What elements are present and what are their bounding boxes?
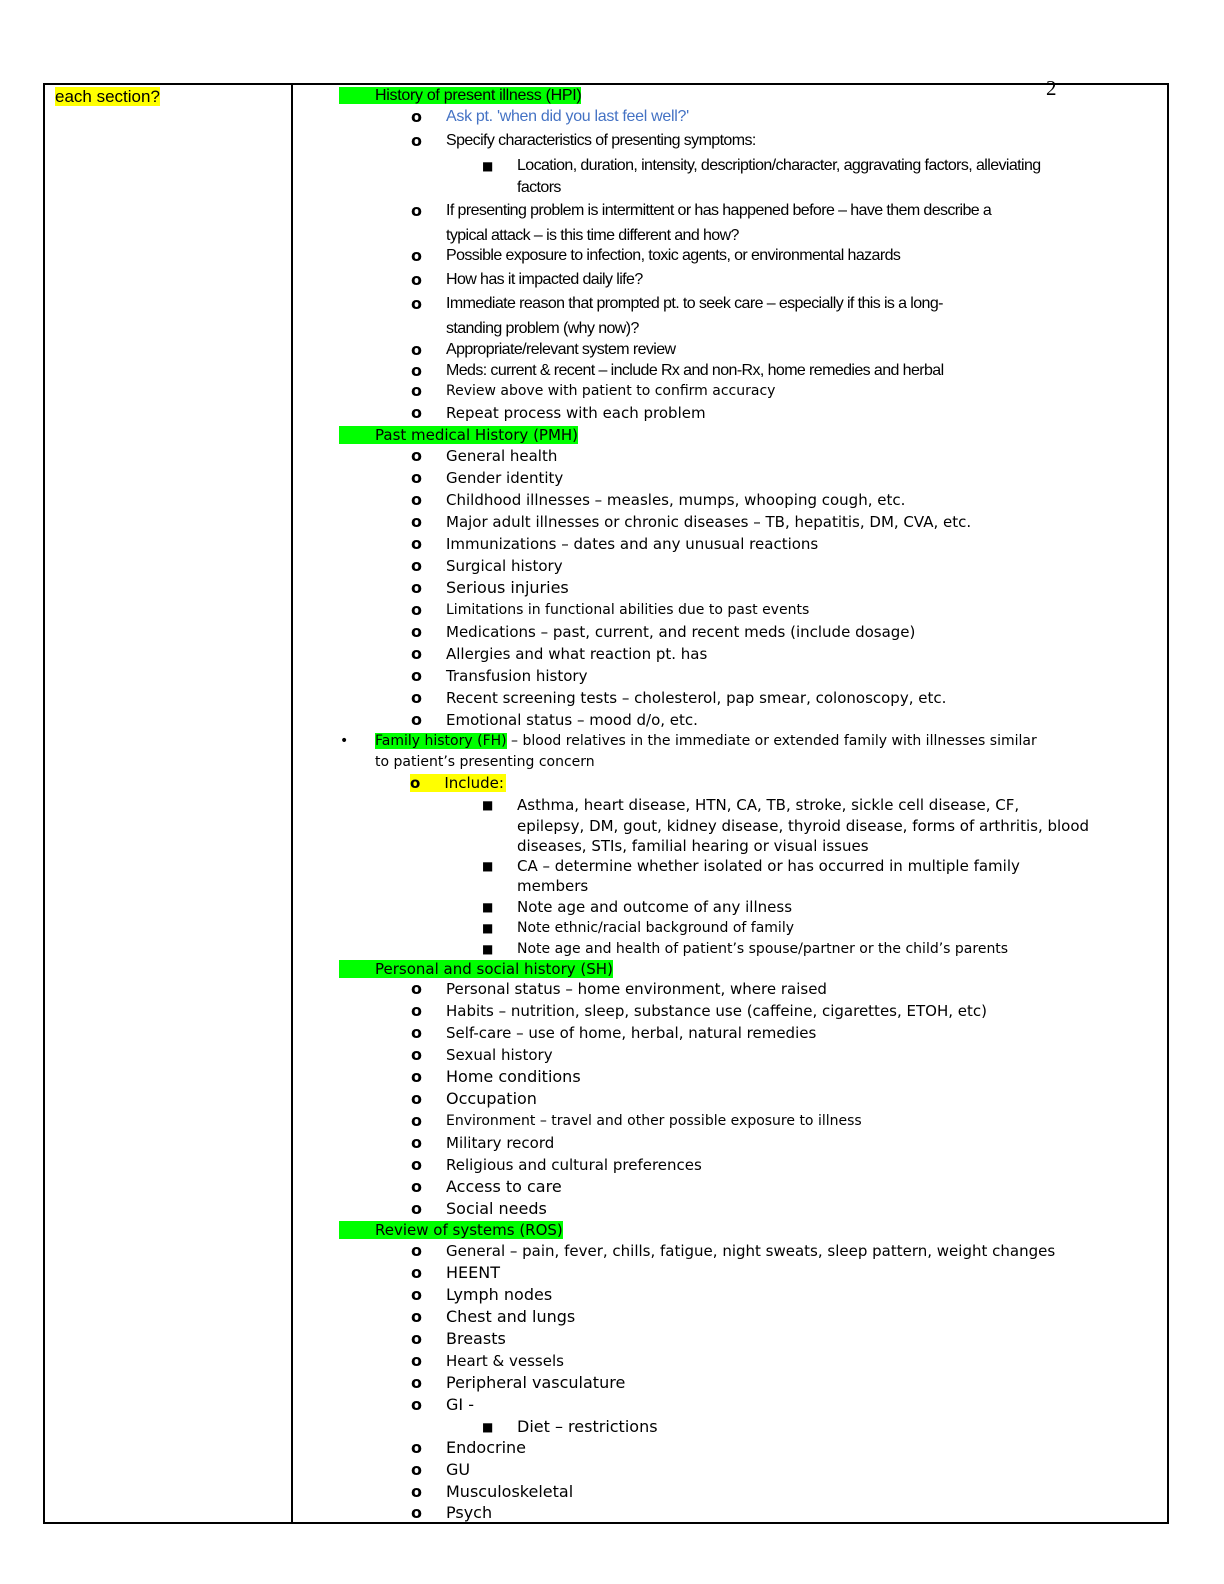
square-bullet-icon: ■ bbox=[482, 900, 494, 914]
list-item: Serious injuries bbox=[446, 578, 569, 597]
list-item: Location, duration, intensity, description/character, aggravating factors, alleviating bbox=[517, 157, 1041, 174]
o-bullet-icon: o bbox=[411, 381, 422, 400]
list-item: Surgical history bbox=[446, 557, 563, 575]
list-item: HEENT bbox=[446, 1263, 500, 1282]
square-bullet-icon: ■ bbox=[482, 798, 494, 812]
o-bullet-icon: o bbox=[411, 1460, 422, 1479]
o-bullet-icon: o bbox=[411, 1438, 422, 1457]
o-bullet-icon: o bbox=[411, 1199, 422, 1218]
o-bullet-icon: o bbox=[411, 1351, 422, 1370]
list-item: Review above with patient to confirm accuracy bbox=[446, 383, 776, 399]
section-heading-sh: Personal and social history (SH) bbox=[339, 959, 613, 979]
left-cell-text: each section? bbox=[55, 87, 160, 106]
list-item: Major adult illnesses or chronic diseases – TB, hepatitis, DM, CVA, etc. bbox=[446, 513, 972, 531]
bullet-icon: • bbox=[340, 733, 349, 749]
list-item: members bbox=[517, 877, 589, 895]
o-bullet-icon: o bbox=[411, 1177, 422, 1196]
list-item: Psych bbox=[446, 1503, 493, 1522]
list-item: How has it impacted daily life? bbox=[446, 271, 643, 288]
page-number: 2 bbox=[1046, 76, 1057, 100]
o-bullet-icon: o bbox=[411, 979, 422, 998]
o-bullet-icon: o bbox=[411, 1482, 422, 1501]
o-bullet-icon: o bbox=[411, 1307, 422, 1326]
list-item: Self-care – use of home, herbal, natural remedies bbox=[446, 1024, 817, 1042]
o-bullet-icon: o bbox=[411, 1241, 422, 1260]
list-item: Immediate reason that prompted pt. to seek care – especially if this is a long- bbox=[446, 295, 943, 312]
list-item: Religious and cultural preferences bbox=[446, 1156, 702, 1174]
section-heading-ros: Review of systems (ROS) bbox=[339, 1220, 563, 1240]
list-item: factors bbox=[517, 179, 561, 196]
square-bullet-icon: ■ bbox=[482, 159, 494, 173]
o-bullet-icon: o bbox=[411, 201, 422, 220]
list-item: General – pain, fever, chills, fatigue, night sweats, sleep pattern, weight changes bbox=[446, 1242, 1056, 1260]
o-bullet-icon: o bbox=[411, 340, 422, 359]
list-item: Note ethnic/racial background of family bbox=[517, 920, 794, 936]
list-item: Repeat process with each problem bbox=[446, 404, 706, 422]
section-heading-fh: Family history (FH) – blood relatives in the immediate or extended family with illnesses similar bbox=[375, 733, 1037, 749]
list-item: Note age and outcome of any illness bbox=[517, 898, 793, 916]
o-bullet-icon: o bbox=[411, 1045, 422, 1064]
list-item: CA – determine whether isolated or has occurred in multiple family bbox=[517, 857, 1020, 875]
list-item: Immunizations – dates and any unusual reactions bbox=[446, 535, 819, 553]
section-heading-fh-continued: to patient’s presenting concern bbox=[375, 754, 595, 770]
list-item: Recent screening tests – cholesterol, pap smear, colonoscopy, etc. bbox=[446, 689, 947, 707]
o-bullet-icon: o bbox=[411, 578, 422, 597]
list-item: Peripheral vasculature bbox=[446, 1373, 626, 1392]
o-bullet-icon: o bbox=[411, 622, 422, 641]
o-bullet-icon: o bbox=[411, 512, 422, 531]
list-item: GI - bbox=[446, 1395, 474, 1414]
o-bullet-icon: o bbox=[411, 1329, 422, 1348]
o-bullet-icon: o bbox=[411, 556, 422, 575]
list-item: Limitations in functional abilities due to past events bbox=[446, 602, 810, 618]
square-bullet-icon: ■ bbox=[482, 921, 494, 935]
list-item: Social needs bbox=[446, 1199, 547, 1218]
list-item: Allergies and what reaction pt. has bbox=[446, 645, 708, 663]
o-bullet-icon: o bbox=[411, 1023, 422, 1042]
list-item: Endocrine bbox=[446, 1438, 526, 1457]
list-item: If presenting problem is intermittent or has happened before – have them describe a bbox=[446, 202, 992, 219]
o-bullet-icon: o bbox=[411, 1111, 422, 1130]
list-item: Military record bbox=[446, 1134, 555, 1152]
list-item: Transfusion history bbox=[446, 667, 588, 685]
square-bullet-icon: ■ bbox=[482, 859, 494, 873]
list-item: General health bbox=[446, 447, 558, 465]
list-item: Lymph nodes bbox=[446, 1285, 553, 1304]
o-bullet-icon: o bbox=[411, 1263, 422, 1282]
list-item: standing problem (why now)? bbox=[446, 320, 639, 337]
o-bullet-icon: o bbox=[411, 1395, 422, 1414]
list-item: Diet – restrictions bbox=[517, 1417, 658, 1436]
o-bullet-icon: o bbox=[411, 710, 422, 729]
list-item: Breasts bbox=[446, 1329, 506, 1348]
include-label: o Include: bbox=[410, 774, 504, 792]
list-item: Possible exposure to infection, toxic agents, or environmental hazards bbox=[446, 247, 901, 264]
list-item: Access to care bbox=[446, 1177, 562, 1196]
list-item: diseases, STIs, familial hearing or visual issues bbox=[517, 837, 869, 855]
o-bullet-icon: o bbox=[411, 446, 422, 465]
list-item: Emotional status – mood d/o, etc. bbox=[446, 711, 698, 729]
o-bullet-icon: o bbox=[411, 666, 422, 685]
list-item: Specify characteristics of presenting symptoms: bbox=[446, 132, 756, 149]
o-bullet-icon: o bbox=[411, 1089, 422, 1108]
list-item: Personal status – home environment, where raised bbox=[446, 980, 827, 998]
square-bullet-icon: ■ bbox=[482, 1420, 494, 1434]
o-bullet-icon: o bbox=[411, 644, 422, 663]
list-item: Sexual history bbox=[446, 1046, 553, 1064]
o-bullet-icon: o bbox=[411, 1067, 422, 1086]
list-item: Habits – nutrition, sleep, substance use (caffeine, cigarettes, ETOH, etc) bbox=[446, 1002, 987, 1020]
o-bullet-icon: o bbox=[411, 270, 422, 289]
list-item: Gender identity bbox=[446, 469, 564, 487]
o-bullet-icon: o bbox=[411, 361, 422, 380]
o-bullet-icon: o bbox=[411, 107, 422, 126]
list-item: Chest and lungs bbox=[446, 1307, 576, 1326]
list-item: typical attack – is this time different and how? bbox=[446, 227, 739, 244]
o-bullet-icon: o bbox=[411, 490, 422, 509]
list-item: Appropriate/relevant system review bbox=[446, 341, 676, 358]
list-item: Ask pt. 'when did you last feel well?' bbox=[446, 108, 689, 125]
o-bullet-icon: o bbox=[411, 1133, 422, 1152]
section-heading-hpi: History of present illness (HPI) bbox=[339, 86, 581, 106]
list-item: Childhood illnesses – measles, mumps, whooping cough, etc. bbox=[446, 491, 906, 509]
o-bullet-icon: o bbox=[411, 1373, 422, 1392]
list-item: Heart & vessels bbox=[446, 1352, 564, 1370]
o-bullet-icon: o bbox=[411, 131, 422, 150]
o-bullet-icon: o bbox=[411, 403, 422, 422]
list-item: Home conditions bbox=[446, 1067, 581, 1086]
list-item: Meds: current & recent – include Rx and non-Rx, home remedies and herbal bbox=[446, 362, 944, 379]
section-heading-pmh: Past medical History (PMH) bbox=[339, 425, 578, 445]
o-bullet-icon: o bbox=[411, 1001, 422, 1020]
list-item: GU bbox=[446, 1460, 471, 1479]
o-bullet-icon: o bbox=[411, 600, 422, 619]
list-item: Medications – past, current, and recent meds (include dosage) bbox=[446, 623, 916, 641]
square-bullet-icon: ■ bbox=[482, 942, 494, 956]
list-item: Musculoskeletal bbox=[446, 1482, 574, 1501]
o-bullet-icon: o bbox=[411, 246, 422, 265]
o-bullet-icon: o bbox=[411, 1503, 422, 1522]
list-item: Asthma, heart disease, HTN, CA, TB, stroke, sickle cell disease, CF, bbox=[517, 796, 1020, 814]
o-bullet-icon: o bbox=[411, 534, 422, 553]
o-bullet-icon: o bbox=[411, 468, 422, 487]
list-item: epilepsy, DM, gout, kidney disease, thyroid disease, forms of arthritis, blood bbox=[517, 817, 1090, 835]
o-bullet-icon: o bbox=[411, 1285, 422, 1304]
o-bullet-icon: o bbox=[411, 688, 422, 707]
list-item: Environment – travel and other possible exposure to illness bbox=[446, 1113, 862, 1129]
list-item: Note age and health of patient’s spouse/partner or the child’s parents bbox=[517, 941, 1009, 957]
list-item: Occupation bbox=[446, 1089, 537, 1108]
o-bullet-icon: o bbox=[411, 1155, 422, 1174]
o-bullet-icon: o bbox=[411, 294, 422, 313]
